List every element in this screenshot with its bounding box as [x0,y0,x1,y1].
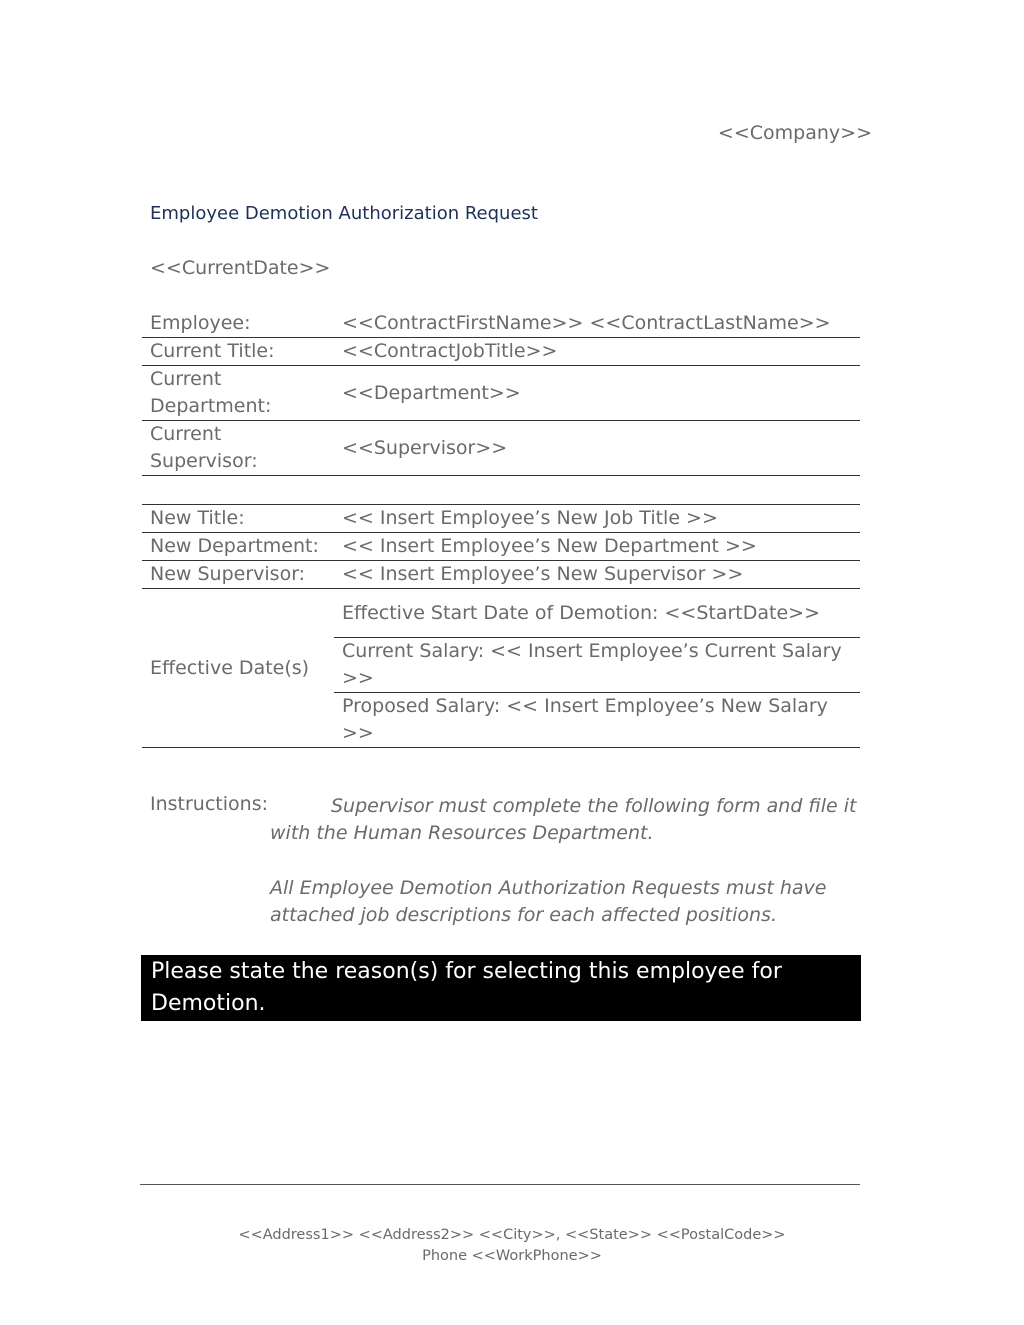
table-row [142,310,860,338]
instructions-label: Instructions: [150,793,268,815]
new-supervisor-label: New Supervisor: [142,561,334,589]
current-department-label: Current Department: [150,368,272,417]
new-title-value: << Insert Employee’s New Job Title >> [334,505,860,533]
employee-value: <<ContractFirstName>> <<ContractLastName>> [342,312,831,334]
current-salary: Current Salary: << Insert Employee’s Current Salary >> [334,638,860,693]
table-row [142,533,860,561]
employee-label: Employee: [150,312,251,334]
document-title: Employee Demotion Authorization Request [150,203,538,224]
current-title-value: <<ContractJobTitle>> [342,340,558,362]
new-department-value: << Insert Employee’s New Department >> [334,533,860,561]
footer-divider [140,1184,860,1185]
instructions-paragraph-1: Supervisor must complete the following form and file it with the Human Resources Department. [270,795,857,844]
current-supervisor-value: <<Supervisor>> [342,436,508,459]
table-row [142,366,860,421]
new-info-table [142,504,860,748]
company-name: <<Company>> [717,122,872,144]
current-date: <<CurrentDate>> [150,257,331,279]
current-title-label: Current Title: [150,340,275,362]
new-title-label: New Title: [142,505,334,533]
new-supervisor-value: << Insert Employee’s New Supervisor >> [334,561,860,589]
table-row [142,338,860,366]
proposed-salary: Proposed Salary: << Insert Employee’s New Salary >> [334,693,860,748]
effective-dates-label: Effective Date(s) [142,589,334,748]
footer-address: <<Address1>> <<Address2>> <<City>>, <<State>> <<PostalCode>> [238,1227,786,1243]
current-department-value: <<Department>> [342,381,521,404]
instructions-paragraph-2: All Employee Demotion Authorization Requests must have attached job descriptions for each affected positions. [270,877,827,926]
current-info-table [142,310,860,476]
effective-start-date: Effective Start Date of Demotion: <<StartDate>> [334,589,860,638]
footer-phone: Phone <<WorkPhone>> [422,1248,602,1264]
footer [0,1225,1024,1267]
table-row [142,505,860,533]
new-department-label: New Department: [142,533,334,561]
reason-prompt-banner: Please state the reason(s) for selecting this employee for Demotion. [141,955,861,1021]
table-row [142,589,860,638]
current-supervisor-label: Current Supervisor: [150,423,258,472]
table-row [142,561,860,589]
table-row [142,421,860,476]
